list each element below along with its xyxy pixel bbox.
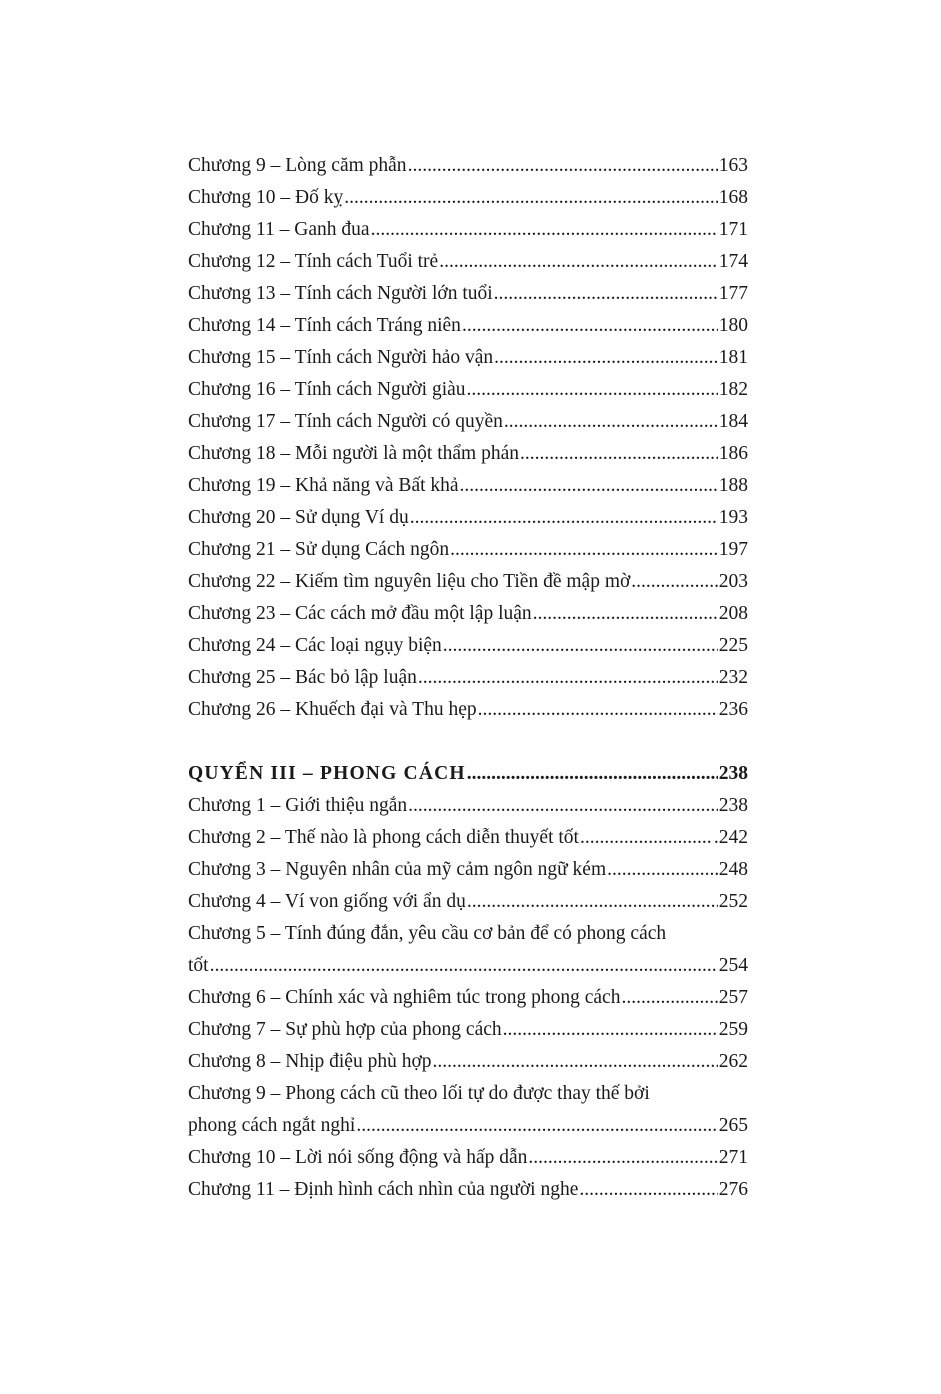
toc-entry-page: 262: [718, 1051, 748, 1072]
dot-leader: [467, 374, 718, 406]
toc-entry-page: 254: [718, 955, 748, 976]
dot-leader: [607, 854, 718, 886]
toc-entry-label: Chương 23 – Các cách mở đầu một lập luận: [188, 603, 532, 624]
toc-entry-page: 186: [718, 443, 748, 464]
toc-entry-label: Chương 16 – Tính cách Người giàu: [188, 379, 466, 400]
toc-entry-ch5-line2: [188, 950, 748, 982]
dot-leader: [210, 950, 718, 982]
dot-leader: [494, 342, 718, 374]
toc-entry-page: 193: [718, 507, 748, 528]
toc-entry-label: Chương 2 – Thế nào là phong cách diễn thuyết tốt: [188, 827, 579, 848]
toc-entry: [188, 694, 748, 726]
dot-leader: [371, 214, 718, 246]
toc-entry-page: 188: [718, 475, 748, 496]
toc-entry: [188, 598, 748, 630]
toc-entry-page: 257: [718, 987, 748, 1008]
toc-entry: [188, 1142, 748, 1174]
toc-entry-label: Chương 25 – Bác bỏ lập luận: [188, 667, 417, 688]
toc-entry-page: 171: [718, 219, 748, 240]
toc-entry-page: 181: [718, 347, 748, 368]
table-of-contents: [188, 150, 748, 1206]
toc-entry: [188, 310, 748, 342]
dot-leader: [467, 886, 718, 918]
toc-entry-page: 232: [718, 667, 748, 688]
toc-entry-page: 174: [718, 251, 748, 272]
toc-entry-page: 265: [718, 1115, 748, 1136]
toc-entry-page: 238: [718, 795, 748, 816]
toc-entry: [188, 214, 748, 246]
dot-leader: [528, 1142, 717, 1174]
toc-entry: [188, 854, 748, 886]
dot-leader: [450, 534, 718, 566]
toc-entry-label: Chương 5 – Tính đúng đắn, yêu cầu cơ bản để có phong cách: [188, 923, 667, 944]
dot-leader: [439, 246, 718, 278]
toc-entry: [188, 246, 748, 278]
toc-entry: [188, 406, 748, 438]
toc-entry-label: Chương 13 – Tính cách Người lớn tuổi: [188, 283, 493, 304]
dot-leader: [443, 630, 718, 662]
dot-leader: [533, 598, 718, 630]
toc-entry-label: Chương 18 – Mỗi người là một thẩm phán: [188, 443, 519, 464]
toc-entry-label: Chương 17 – Tính cách Người có quyền: [188, 411, 503, 432]
toc-entry-page: 177: [718, 283, 748, 304]
toc-entry-ch9-line1: [188, 1078, 748, 1110]
toc-entry-page: 180: [718, 315, 748, 336]
toc-entry-label: tốt: [188, 955, 209, 976]
toc-entry-page: 276: [718, 1179, 748, 1200]
toc-entry: [188, 1174, 748, 1206]
toc-entry: [188, 438, 748, 470]
toc-entry-page: 163: [718, 155, 748, 176]
toc-entry: [188, 1014, 748, 1046]
toc-entry-label: Chương 21 – Sử dụng Cách ngôn: [188, 539, 450, 560]
toc-entry-label: Chương 22 – Kiếm tìm nguyên liệu cho Tiền đề mập mờ: [188, 571, 631, 592]
toc-entry-page: 197: [718, 539, 748, 560]
toc-entry: [188, 1046, 748, 1078]
dot-leader: [418, 662, 718, 694]
toc-entry: [188, 374, 748, 406]
toc-entry-label: Chương 14 – Tính cách Tráng niên: [188, 315, 461, 336]
dot-leader: [520, 438, 718, 470]
section-heading-page: 238: [718, 763, 748, 784]
dot-leader: [503, 1014, 718, 1046]
dot-leader: [433, 1046, 718, 1078]
toc-entry-label: Chương 1 – Giới thiệu ngắn: [188, 795, 408, 816]
toc-entry-label: Chương 12 – Tính cách Tuổi trẻ: [188, 251, 439, 272]
toc-entry-label: phong cách ngắt nghỉ: [188, 1115, 356, 1136]
toc-group-book3-end: [188, 1142, 748, 1206]
toc-entry-page: 203: [718, 571, 748, 592]
toc-entry-label: Chương 6 – Chính xác và nghiêm túc trong phong cách: [188, 987, 621, 1008]
toc-entry-label: Chương 7 – Sự phù hợp của phong cách: [188, 1019, 502, 1040]
dot-leader: [631, 566, 717, 598]
toc-entry-page: 252: [718, 891, 748, 912]
toc-entry-label: Chương 15 – Tính cách Người hảo vận: [188, 347, 494, 368]
dot-leader: [494, 278, 718, 310]
toc-entry-label: Chương 10 – Đố kỵ: [188, 187, 344, 208]
toc-entry: [188, 822, 748, 854]
toc-entry: [188, 662, 748, 694]
dot-leader: [410, 502, 718, 534]
dot-leader: [621, 982, 717, 1014]
toc-entry: [188, 182, 748, 214]
dot-leader: [408, 790, 718, 822]
dot-leader: [344, 182, 718, 214]
toc-entry-ch5-line1: [188, 918, 748, 950]
toc-entry: [188, 630, 748, 662]
toc-entry-page: 225: [718, 635, 748, 656]
toc-entry: [188, 470, 748, 502]
toc-entry: [188, 982, 748, 1014]
toc-entry-page: 182: [718, 379, 748, 400]
toc-entry-page: 168: [718, 187, 748, 208]
toc-entry-label: Chương 11 – Định hình cách nhìn của người nghe: [188, 1179, 579, 1200]
toc-entry-page: 271: [718, 1147, 748, 1168]
toc-group-book2: [188, 150, 748, 726]
toc-entry-page: .242: [713, 827, 748, 848]
toc-entry-label: Chương 8 – Nhịp điệu phù hợp: [188, 1051, 432, 1072]
toc-entry-label: Chương 26 – Khuếch đại và Thu hẹp: [188, 699, 477, 720]
dot-leader: [356, 1110, 717, 1142]
dot-leader: [478, 694, 718, 726]
toc-group-book3-mid: [188, 982, 748, 1078]
toc-entry: [188, 278, 748, 310]
dot-leader: [460, 470, 718, 502]
toc-group-book3: [188, 790, 748, 918]
toc-entry-page: 248: [718, 859, 748, 880]
toc-entry-page: 184: [718, 411, 748, 432]
toc-entry-ch9-line2: [188, 1110, 748, 1142]
dot-leader: [580, 822, 713, 854]
toc-entry-label: Chương 10 – Lời nói sống động và hấp dẫn: [188, 1147, 528, 1168]
section-heading-label: QUYỂN III – PHONG CÁCH: [188, 763, 466, 784]
toc-entry: [188, 566, 748, 598]
toc-entry-page: 259: [718, 1019, 748, 1040]
toc-entry-label: Chương 9 – Phong cách cũ theo lối tự do được thay thế bởi: [188, 1083, 650, 1104]
toc-entry: [188, 342, 748, 374]
dot-leader: [462, 310, 718, 342]
toc-entry-label: Chương 3 – Nguyên nhân của mỹ cảm ngôn ngữ kém: [188, 859, 607, 880]
toc-entry-label: Chương 4 – Ví von giống với ẩn dụ: [188, 891, 466, 912]
toc-entry: [188, 502, 748, 534]
toc-entry-label: Chương 20 – Sử dụng Ví dụ: [188, 507, 409, 528]
toc-entry: [188, 150, 748, 182]
toc-entry: [188, 534, 748, 566]
dot-leader: [408, 150, 718, 182]
toc-entry-label: Chương 9 – Lòng căm phẫn: [188, 155, 407, 176]
toc-entry: [188, 790, 748, 822]
section-gap: [188, 726, 748, 758]
dot-leader: [504, 406, 718, 438]
toc-entry-label: Chương 19 – Khả năng và Bất khả: [188, 475, 459, 496]
dot-leader: [579, 1174, 717, 1206]
toc-entry-page: 236: [718, 699, 748, 720]
toc-entry: [188, 886, 748, 918]
dot-leader: [467, 758, 718, 790]
section-heading-book3: [188, 758, 748, 790]
toc-entry-page: 208: [718, 603, 748, 624]
toc-entry-label: Chương 24 – Các loại ngụy biện: [188, 635, 442, 656]
toc-entry-label: Chương 11 – Ganh đua: [188, 219, 370, 240]
